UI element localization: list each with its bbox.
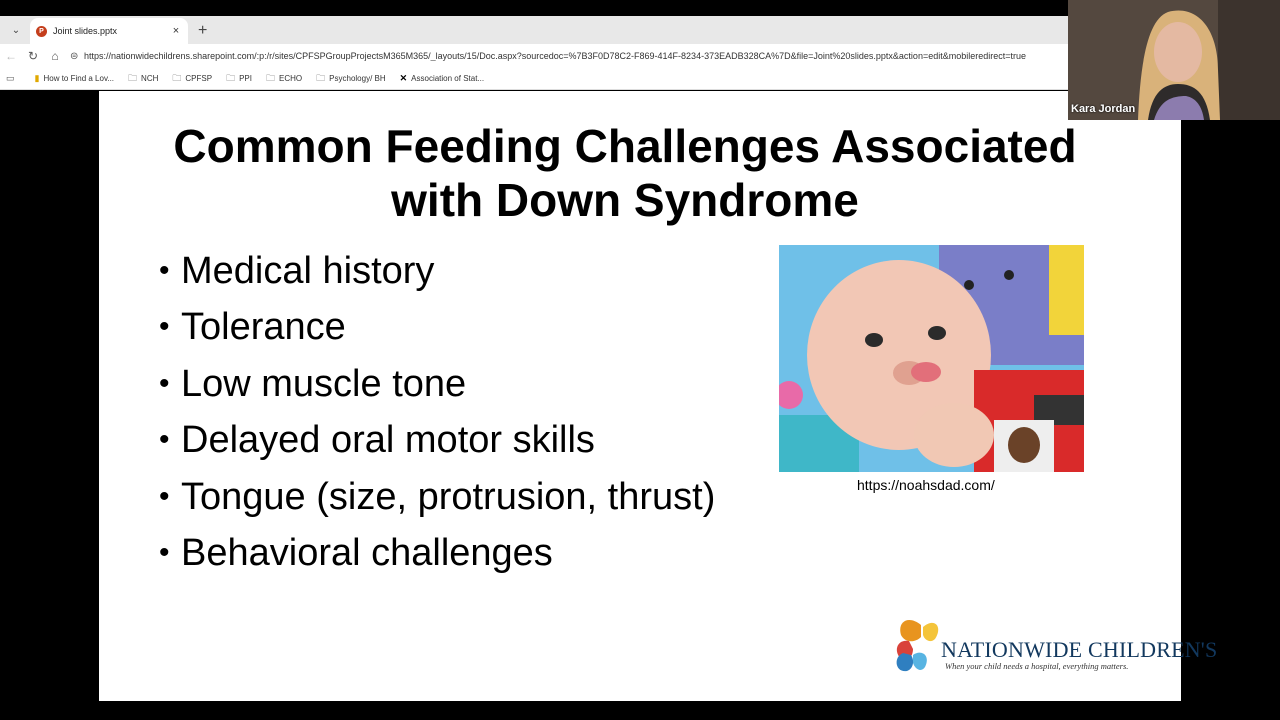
site-info-icon[interactable]: ⊜ (70, 50, 79, 62)
home-button[interactable]: ⌂ (51, 49, 59, 63)
folder-icon: 🗀 (172, 72, 182, 83)
bookmark-icon: ▮ (34, 73, 40, 83)
presentation-slide (99, 91, 1218, 701)
url-text: https://nationwidechildrens.sharepoint.com/:p:/r/sites/CPFSPGroupProjectsM365M365/_layouts/15/Doc.aspx?sourcedoc=%7B3F0D78C2-F869-414F-8234-373EADB328CA%7D&file=Joint%20slides.pptx&action=edit&mobileredirect=true (84, 51, 1027, 61)
new-tab-button[interactable]: + (198, 22, 208, 39)
logo-tagline: When your child needs a hospital, everything matters. (945, 661, 1129, 671)
browser-tab-bar (0, 16, 1068, 44)
browser-toolbar (0, 44, 1068, 68)
bullet-item: • Tolerance (159, 306, 346, 349)
folder-icon: 🗀 (266, 72, 276, 83)
bottom-bar (0, 702, 1280, 720)
browser-tab[interactable] (30, 18, 188, 44)
close-tab-icon[interactable]: × (172, 25, 180, 37)
image-caption: https://noahsdad.com/ (857, 477, 995, 493)
tab-title: Joint slides.pptx (53, 26, 118, 36)
butterfly-logo-icon (891, 613, 943, 677)
tab-list-chevron-icon[interactable]: ⌄ (11, 24, 21, 36)
folder-icon: 🗀 (226, 72, 236, 83)
folder-icon: 🗀 (128, 72, 138, 83)
bookmark-item[interactable]: ✕ Association of Stat... (399, 73, 485, 83)
bullet-item: • Medical history (159, 250, 435, 292)
bullet-item: • Tongue (size, protrusion, thrust) (159, 475, 716, 518)
folder-icon: 🗀 (316, 72, 326, 83)
address-bar[interactable] (66, 46, 1068, 66)
bookmark-folder-echo[interactable]: 🗀 ECHO (266, 71, 302, 87)
bookmark-item[interactable]: ▮ How to Find a Lov... (34, 73, 115, 83)
x-logo-icon: ✕ (399, 73, 408, 83)
sidebar-toggle-icon[interactable]: ▭ (6, 73, 15, 83)
bookmark-folder-nch[interactable]: 🗀 NCH (128, 71, 158, 87)
bookmark-folder-cpfsp[interactable]: 🗀 CPFSP (172, 71, 212, 87)
baby-photo (779, 245, 1084, 472)
bullet-item: • Low muscle tone (159, 362, 467, 405)
nationwide-childrens-logo (891, 613, 1218, 677)
bookmarks-bar (0, 68, 1068, 90)
bookmark-folder-psychology[interactable]: 🗀 Psychology/ BH (316, 71, 385, 87)
logo-name: NATIONWIDE CHILDREN'S (941, 637, 1218, 662)
participant-video-tile[interactable] (1068, 0, 1280, 120)
bookmark-folder-ppi[interactable]: 🗀 PPI (226, 71, 252, 87)
bullet-item: • Behavioral challenges (159, 532, 553, 575)
back-button[interactable]: ← (5, 49, 17, 63)
reload-button[interactable]: ↻ (27, 49, 39, 63)
bullet-item: • Delayed oral motor skills (159, 419, 595, 462)
powerpoint-icon: P (36, 26, 47, 37)
participant-name: Kara Jordan (1071, 103, 1136, 115)
slide-title: Common Feeding Challenges Associated with Down Syndrome (173, 120, 1077, 226)
bullet-list (159, 243, 715, 581)
